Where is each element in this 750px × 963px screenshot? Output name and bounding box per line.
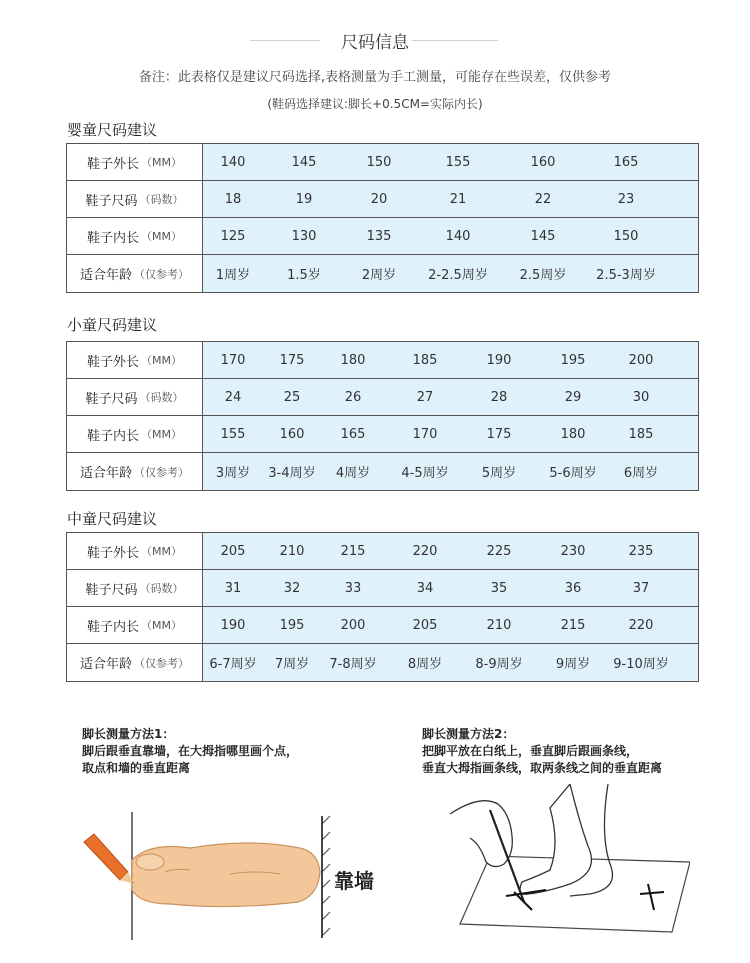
table-cell: 19 bbox=[295, 191, 313, 207]
table-row bbox=[67, 570, 698, 607]
table-cell: 200 bbox=[340, 617, 366, 633]
table-cell: 170 bbox=[412, 426, 438, 442]
table-row bbox=[67, 607, 698, 644]
row-header-unit: （码数） bbox=[139, 193, 184, 206]
method2-illustration bbox=[450, 784, 690, 934]
row-header-label: 适合年龄 bbox=[79, 657, 132, 672]
row-header-label: 鞋子内长 bbox=[87, 428, 140, 444]
table-cell: 37 bbox=[632, 580, 650, 596]
table-cell: 225 bbox=[486, 543, 512, 559]
table-cell: 185 bbox=[412, 352, 438, 368]
table-cell: 22 bbox=[534, 191, 552, 207]
table-row bbox=[67, 533, 698, 570]
row-header bbox=[67, 181, 203, 217]
table-cell: 200 bbox=[628, 352, 654, 368]
table-cell: 180 bbox=[560, 426, 586, 442]
table-cell: 8周岁 bbox=[407, 657, 443, 672]
row-header bbox=[67, 218, 203, 254]
row-header-label: 适合年龄 bbox=[79, 466, 132, 481]
table-cell: 7周岁 bbox=[274, 657, 310, 672]
table-cell: 5周岁 bbox=[481, 466, 517, 481]
table-cell: 215 bbox=[340, 543, 366, 559]
table-cell: 145 bbox=[530, 228, 556, 244]
table-cell: 9周岁 bbox=[555, 657, 591, 672]
table-cell: 140 bbox=[445, 228, 471, 244]
row-values bbox=[203, 416, 698, 452]
table-cell: 210 bbox=[486, 617, 512, 633]
table-cell: 155 bbox=[220, 426, 246, 442]
table-cell: 6周岁 bbox=[623, 466, 659, 481]
table-cell: 195 bbox=[279, 617, 305, 633]
row-header-label: 鞋子外长 bbox=[87, 354, 140, 370]
section-title-medium: 中童尺码建议 bbox=[67, 510, 158, 528]
section-title-small: 小童尺码建议 bbox=[67, 316, 158, 334]
row-header bbox=[67, 570, 203, 606]
table-cell: 9-10周岁 bbox=[613, 657, 669, 672]
row-header-unit: （仅参考） bbox=[134, 656, 189, 670]
table-cell: 4周岁 bbox=[335, 466, 371, 481]
table-cell: 155 bbox=[445, 154, 471, 170]
row-header bbox=[67, 144, 203, 180]
row-header-label: 鞋子尺码 bbox=[85, 391, 138, 407]
table-cell: 29 bbox=[564, 389, 582, 405]
table-cell: 150 bbox=[366, 154, 392, 170]
table-cell: 185 bbox=[628, 426, 654, 442]
table-row bbox=[67, 255, 698, 292]
table-cell: 205 bbox=[412, 617, 438, 633]
table-cell: 6-7周岁 bbox=[209, 657, 257, 672]
method2-title: 脚长测量方法2： bbox=[422, 727, 515, 741]
table-cell: 3周岁 bbox=[215, 466, 251, 481]
table-cell: 215 bbox=[560, 617, 586, 633]
table-cell: 18 bbox=[224, 191, 242, 207]
row-header-unit: （码数） bbox=[139, 391, 184, 404]
row-header-label: 鞋子内长 bbox=[87, 619, 140, 635]
row-header-unit: （仅参考） bbox=[134, 465, 189, 479]
row-values bbox=[203, 453, 698, 490]
table-cell: 165 bbox=[613, 154, 639, 170]
row-values bbox=[203, 379, 698, 415]
table-row bbox=[67, 416, 698, 453]
table-cell: 145 bbox=[291, 154, 317, 170]
method2-line1: 把脚平放在白纸上，垂直脚后跟画条线， bbox=[422, 744, 639, 758]
table-cell: 2.5-3周岁 bbox=[596, 268, 656, 283]
row-header bbox=[67, 416, 203, 452]
table-cell: 140 bbox=[220, 154, 246, 170]
table-cell: 27 bbox=[416, 389, 434, 405]
table-cell: 150 bbox=[613, 228, 639, 244]
table-row bbox=[67, 181, 698, 218]
table-cell: 24 bbox=[224, 389, 242, 405]
size-table-infant bbox=[66, 143, 699, 293]
row-header-unit: （MM） bbox=[141, 619, 182, 632]
row-header-unit: （码数） bbox=[139, 582, 184, 595]
table-cell: 28 bbox=[490, 389, 508, 405]
table-cell: 175 bbox=[279, 352, 305, 368]
table-row bbox=[67, 342, 698, 379]
table-row bbox=[67, 218, 698, 255]
method1-line2: 取点和墙的垂直距离 bbox=[82, 761, 191, 775]
table-row bbox=[67, 644, 698, 681]
table-cell: 170 bbox=[220, 352, 246, 368]
table-cell: 2-2.5周岁 bbox=[428, 268, 488, 283]
size-tip: (鞋码选择建议:脚长+0.5CM=实际内长) bbox=[267, 97, 483, 111]
table-row bbox=[67, 379, 698, 416]
table-cell: 130 bbox=[291, 228, 317, 244]
table-cell: 31 bbox=[224, 580, 242, 596]
table-cell: 8-9周岁 bbox=[475, 657, 523, 672]
row-header-label: 鞋子尺码 bbox=[85, 582, 138, 598]
table-cell: 26 bbox=[344, 389, 362, 405]
row-header bbox=[67, 342, 203, 378]
table-cell: 175 bbox=[486, 426, 512, 442]
method1-illustration bbox=[80, 812, 390, 942]
big-toe-icon bbox=[136, 854, 164, 870]
table-cell: 205 bbox=[220, 543, 246, 559]
table-cell: 220 bbox=[628, 617, 654, 633]
table-cell: 220 bbox=[412, 543, 438, 559]
table-cell: 20 bbox=[370, 191, 388, 207]
row-header bbox=[67, 533, 203, 569]
row-header-label: 鞋子外长 bbox=[87, 156, 140, 172]
table-cell: 36 bbox=[564, 580, 582, 596]
pencil-icon bbox=[84, 834, 134, 884]
table-cell: 1周岁 bbox=[215, 268, 251, 283]
table-cell: 2周岁 bbox=[361, 268, 397, 283]
table-cell: 195 bbox=[560, 352, 586, 368]
section-title-infant: 婴童尺码建议 bbox=[67, 121, 158, 139]
wall-icon bbox=[322, 816, 330, 938]
table-cell: 5-6周岁 bbox=[549, 466, 597, 481]
table-cell: 3-4周岁 bbox=[268, 466, 316, 481]
row-header-unit: （MM） bbox=[141, 354, 182, 367]
row-values bbox=[203, 570, 698, 606]
table-cell: 1.5岁 bbox=[287, 268, 321, 283]
row-header-unit: （仅参考） bbox=[134, 267, 189, 281]
row-values bbox=[203, 255, 698, 292]
table-cell: 4-5周岁 bbox=[401, 466, 449, 481]
row-values bbox=[203, 607, 698, 643]
wall-label: 靠墙 bbox=[334, 869, 374, 893]
row-values bbox=[203, 533, 698, 569]
table-cell: 125 bbox=[220, 228, 246, 244]
size-table-small bbox=[66, 341, 699, 491]
row-values bbox=[203, 342, 698, 378]
page-title: 尺码信息 bbox=[341, 33, 409, 53]
table-cell: 34 bbox=[416, 580, 434, 596]
row-header bbox=[67, 453, 203, 490]
row-header-label: 鞋子外长 bbox=[87, 545, 140, 561]
row-values bbox=[203, 218, 698, 254]
foot-icon bbox=[132, 843, 320, 907]
row-header-unit: （MM） bbox=[141, 156, 182, 169]
method2-line2: 垂直大拇指画条线，取两条线之间的垂直距离 bbox=[422, 761, 663, 775]
row-header bbox=[67, 644, 203, 681]
row-values bbox=[203, 181, 698, 217]
row-header bbox=[67, 607, 203, 643]
row-values bbox=[203, 144, 698, 180]
row-header-label: 鞋子内长 bbox=[87, 230, 140, 246]
row-header-unit: （MM） bbox=[141, 428, 182, 441]
method1-line1: 脚后跟垂直靠墙，在大拇指哪里画个点， bbox=[82, 744, 299, 758]
row-header bbox=[67, 379, 203, 415]
row-values bbox=[203, 644, 698, 681]
row-header-label: 适合年龄 bbox=[79, 268, 132, 283]
table-cell: 160 bbox=[530, 154, 556, 170]
table-cell: 210 bbox=[279, 543, 305, 559]
table-cell: 32 bbox=[283, 580, 301, 596]
table-cell: 33 bbox=[344, 580, 362, 596]
table-cell: 23 bbox=[617, 191, 635, 207]
table-cell: 35 bbox=[490, 580, 508, 596]
method1-title: 脚长测量方法1： bbox=[82, 727, 175, 741]
row-header bbox=[67, 255, 203, 292]
table-cell: 135 bbox=[366, 228, 392, 244]
size-table-medium bbox=[66, 532, 699, 682]
table-cell: 165 bbox=[340, 426, 366, 442]
table-cell: 7-8周岁 bbox=[329, 657, 377, 672]
table-cell: 190 bbox=[220, 617, 246, 633]
table-cell: 25 bbox=[283, 389, 301, 405]
table-cell: 2.5周岁 bbox=[519, 268, 567, 283]
disclaimer-note: 备注：此表格仅是建议尺码选择,表格测量为手工测量，可能存在些误差，仅供参考 bbox=[138, 70, 612, 85]
table-cell: 160 bbox=[279, 426, 305, 442]
table-cell: 190 bbox=[486, 352, 512, 368]
table-cell: 235 bbox=[628, 543, 654, 559]
table-cell: 180 bbox=[340, 352, 366, 368]
table-cell: 30 bbox=[632, 389, 650, 405]
table-row bbox=[67, 453, 698, 490]
row-header-unit: （MM） bbox=[141, 230, 182, 243]
row-header-unit: （MM） bbox=[141, 545, 182, 558]
table-cell: 230 bbox=[560, 543, 586, 559]
hand-icon bbox=[450, 801, 512, 867]
table-cell: 21 bbox=[449, 191, 467, 207]
row-header-label: 鞋子尺码 bbox=[85, 193, 138, 209]
table-row bbox=[67, 144, 698, 181]
